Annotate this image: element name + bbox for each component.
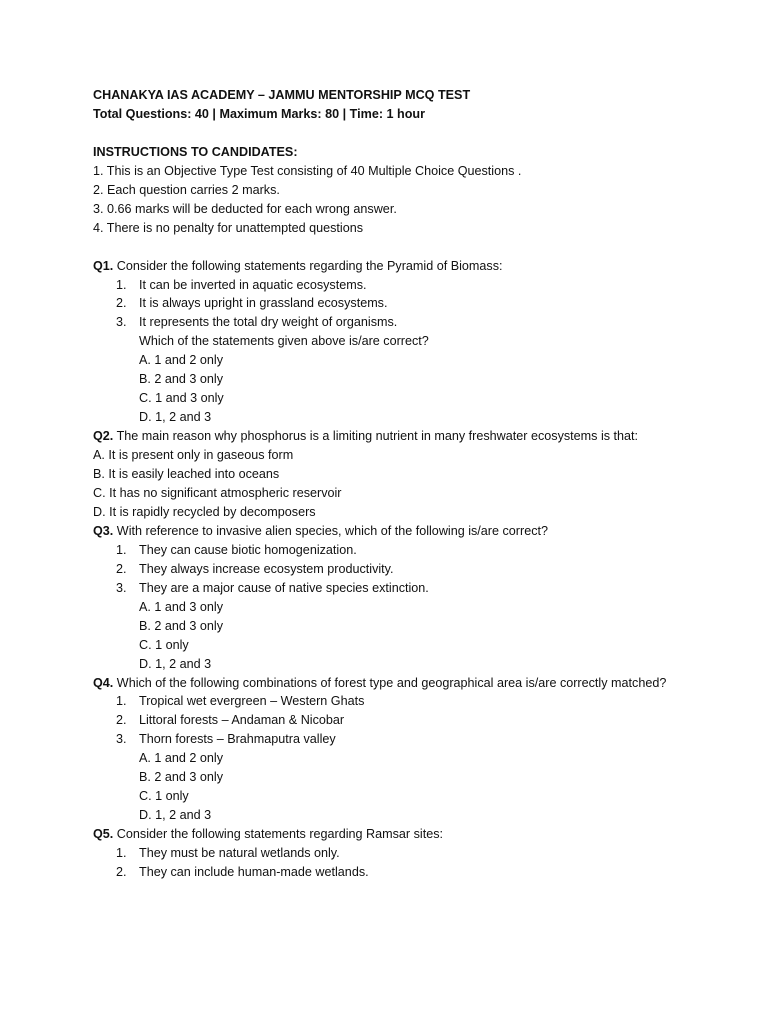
statement-item <box>93 692 713 711</box>
statement-item <box>93 863 713 882</box>
answer-option: A. 1 and 3 only <box>139 599 224 614</box>
statement-text: It is always upright in grassland ecosystems. <box>139 296 388 311</box>
answer-option: D. 1, 2 and 3 <box>139 410 212 425</box>
instruction-item: 4. There is no penalty for unattempted questions <box>93 220 364 235</box>
statement-item <box>93 711 713 730</box>
answer-option: B. 2 and 3 only <box>139 770 224 785</box>
statement-text: Tropical wet evergreen – Western Ghats <box>139 694 365 709</box>
statement-item <box>93 276 713 295</box>
question-label: Q3. <box>93 523 114 538</box>
statement-item <box>93 313 713 332</box>
question-q4 <box>93 674 713 693</box>
statement-number: 1. <box>116 694 127 709</box>
statement-text: They can cause biotic homogenization. <box>139 542 357 557</box>
statement-number: 2. <box>116 865 127 880</box>
statement-text: Thorn forests – Brahmaputra valley <box>139 732 336 747</box>
answer-option: C. 1 only <box>139 789 189 804</box>
statement-text: They are a major cause of native species extinction. <box>139 580 429 595</box>
spacer <box>93 124 713 143</box>
answer-option: A. 1 and 2 only <box>139 353 224 368</box>
test-meta: Total Questions: 40 | Maximum Marks: 80 | Time: 1 hour <box>93 106 425 121</box>
spacer <box>93 238 713 257</box>
statement-number: 1. <box>116 846 127 861</box>
question-q1 <box>93 257 713 276</box>
answer-option: B. 2 and 3 only <box>139 618 224 633</box>
statement-number: 2. <box>116 561 127 576</box>
statement-text: Littoral forests – Andaman & Nicobar <box>139 713 345 728</box>
statement-text: They must be natural wetlands only. <box>139 846 340 861</box>
question-q5 <box>93 825 713 844</box>
answer-option: D. 1, 2 and 3 <box>139 808 212 823</box>
statement-item <box>93 560 713 579</box>
answer-option: D. 1, 2 and 3 <box>139 656 212 671</box>
question-label: Q2. <box>93 429 114 444</box>
question-q2 <box>93 427 713 446</box>
statement-item <box>93 579 713 598</box>
document-title: CHANAKYA IAS ACADEMY – JAMMU MENTORSHIP MCQ TEST <box>93 88 471 102</box>
question-q3 <box>93 522 713 541</box>
instruction-item: 2. Each question carries 2 marks. <box>93 182 280 197</box>
statement-number: 2. <box>116 713 127 728</box>
question-text: The main reason why phosphorus is a limiting nutrient in many freshwater ecosystems is that: <box>113 429 639 444</box>
statement-text: They can include human-made wetlands. <box>139 865 369 880</box>
statement-item <box>93 541 713 560</box>
question-label: Q4. <box>93 675 114 690</box>
question-label: Q1. <box>93 258 114 273</box>
answer-option: A. It is present only in gaseous form <box>93 448 294 463</box>
statement-item <box>93 844 713 863</box>
document-body <box>93 86 713 882</box>
statement-number: 3. <box>116 580 127 595</box>
answer-option: B. 2 and 3 only <box>139 372 224 387</box>
statement-number: 2. <box>116 296 127 311</box>
statement-text: It represents the total dry weight of organisms. <box>139 315 398 330</box>
question-label: Q5. <box>93 827 114 842</box>
question-text: Consider the following statements regarding the Pyramid of Biomass: <box>113 258 503 273</box>
statement-number: 3. <box>116 315 127 330</box>
instructions-heading: INSTRUCTIONS TO CANDIDATES: <box>93 144 298 159</box>
answer-option: C. 1 and 3 only <box>139 391 224 406</box>
answer-option: A. 1 and 2 only <box>139 751 224 766</box>
answer-option: C. It has no significant atmospheric reservoir <box>93 485 342 500</box>
question-text: With reference to invasive alien species, which of the following is/are correct? <box>113 523 548 538</box>
statement-item <box>93 730 713 749</box>
statement-text: They always increase ecosystem productivity. <box>139 561 394 576</box>
question-prompt: Which of the statements given above is/are correct? <box>139 334 429 349</box>
answer-option: C. 1 only <box>139 637 189 652</box>
question-text: Which of the following combinations of forest type and geographical area is/are correctly matched? <box>113 675 667 690</box>
instruction-item: 3. 0.66 marks will be deducted for each wrong answer. <box>93 201 397 216</box>
statement-item <box>93 294 713 313</box>
statement-number: 3. <box>116 732 127 747</box>
statement-text: It can be inverted in aquatic ecosystems. <box>139 277 367 292</box>
answer-option: B. It is easily leached into oceans <box>93 467 280 482</box>
statement-number: 1. <box>116 542 127 557</box>
statement-number: 1. <box>116 277 127 292</box>
instruction-item: 1. This is an Objective Type Test consisting of 40 Multiple Choice Questions . <box>93 163 522 178</box>
question-text: Consider the following statements regarding Ramsar sites: <box>113 827 444 842</box>
answer-option: D. It is rapidly recycled by decomposers <box>93 504 316 519</box>
